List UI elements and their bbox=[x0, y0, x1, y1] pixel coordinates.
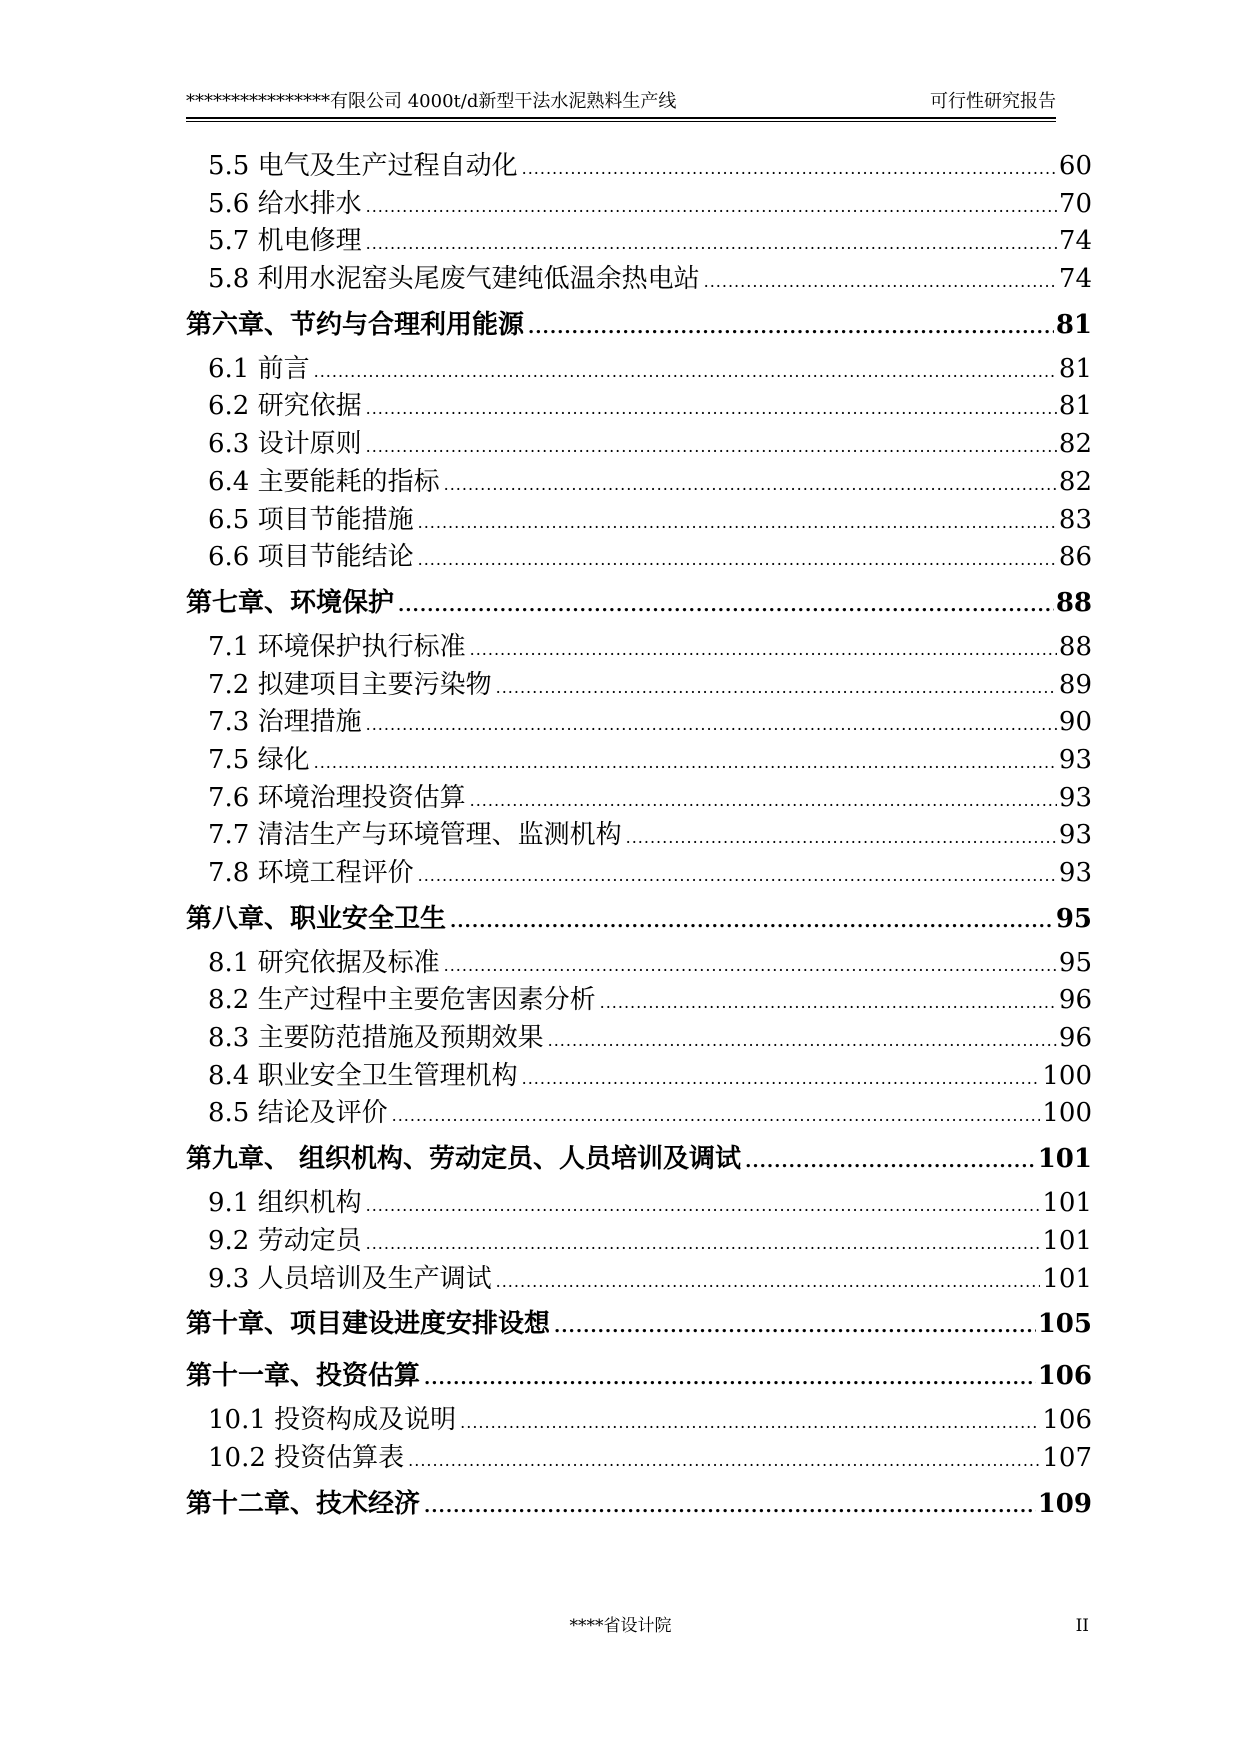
toc-entry[interactable] bbox=[186, 780, 1092, 818]
toc-leader-dots bbox=[522, 1060, 1041, 1096]
toc-entry-title: 7.8 环境工程评价 bbox=[208, 858, 414, 888]
toc-entry-page: 82 bbox=[1058, 466, 1092, 497]
toc-entry-page: 60 bbox=[1058, 151, 1092, 181]
toc-chapter-page: 106 bbox=[1037, 1361, 1092, 1392]
toc-entry[interactable] bbox=[186, 817, 1092, 855]
toc-leader-dots bbox=[392, 1097, 1041, 1133]
toc-entry-page: 93 bbox=[1058, 820, 1092, 851]
toc-chapter-entry[interactable] bbox=[186, 1350, 1092, 1402]
toc-leader-dots bbox=[408, 1442, 1040, 1478]
toc-leader-dots bbox=[314, 744, 1057, 780]
toc-leader-dots bbox=[470, 782, 1057, 818]
toc-chapter-entry[interactable] bbox=[186, 1298, 1092, 1350]
toc-leader-dots bbox=[704, 263, 1057, 299]
toc-entry-page: 74 bbox=[1058, 226, 1092, 257]
toc-entry[interactable] bbox=[186, 539, 1092, 577]
toc-entry[interactable] bbox=[186, 223, 1092, 261]
toc-leader-dots bbox=[496, 669, 1057, 705]
toc-entry-page: 101 bbox=[1042, 1225, 1092, 1256]
toc-leader-dots bbox=[444, 466, 1057, 502]
toc-chapter-entry[interactable] bbox=[186, 1478, 1092, 1530]
toc-leader-dots bbox=[366, 390, 1057, 426]
toc-entry-title: 8.3 主要防范措施及预期效果 bbox=[208, 1023, 544, 1054]
toc-leader-dots bbox=[366, 1187, 1041, 1223]
toc-entry[interactable] bbox=[186, 1058, 1092, 1096]
toc-entry[interactable] bbox=[186, 704, 1092, 742]
header-rule bbox=[186, 117, 1056, 119]
toc-entry[interactable] bbox=[186, 1402, 1092, 1440]
toc-entry[interactable] bbox=[186, 742, 1092, 780]
toc-leader-dots bbox=[522, 150, 1057, 186]
footer-page-number: II bbox=[1075, 1616, 1089, 1636]
toc-entry-title: 6.1 前言 bbox=[208, 353, 310, 384]
toc-entry-page: 88 bbox=[1058, 631, 1092, 662]
toc-chapter-title: 第十一章、投资估算 bbox=[186, 1361, 421, 1392]
toc-entry[interactable] bbox=[186, 426, 1092, 464]
toc-entry[interactable] bbox=[186, 1020, 1092, 1058]
toc-entry-page: 81 bbox=[1058, 391, 1092, 422]
toc-entry-page: 83 bbox=[1058, 504, 1092, 535]
toc-entry-title: 7.5 绿化 bbox=[208, 744, 310, 775]
toc-leader-dots bbox=[314, 353, 1057, 389]
toc-entry-page: 82 bbox=[1058, 429, 1092, 460]
toc-chapter-title: 第八章、职业安全卫生 bbox=[186, 903, 447, 934]
toc-entry-page: 93 bbox=[1058, 782, 1092, 813]
toc-leader-dots bbox=[366, 188, 1057, 224]
toc-leader-dots bbox=[424, 1481, 1036, 1530]
toc-entry-page: 89 bbox=[1058, 669, 1092, 700]
toc-entry-page: 100 bbox=[1042, 1060, 1092, 1091]
toc-leader-dots bbox=[366, 225, 1057, 261]
toc-entry-page: 95 bbox=[1058, 947, 1092, 978]
toc-chapter-entry[interactable] bbox=[186, 1133, 1092, 1185]
toc-leader-dots bbox=[366, 706, 1057, 742]
toc-chapter-entry[interactable] bbox=[186, 893, 1092, 945]
toc-chapter-page: 95 bbox=[1055, 903, 1092, 934]
toc-entry[interactable] bbox=[186, 1440, 1092, 1478]
header-report-type: 可行性研究报告 bbox=[930, 91, 1056, 112]
toc-entry-title: 8.5 结论及评价 bbox=[208, 1098, 388, 1129]
table-of-contents bbox=[186, 148, 1092, 1530]
toc-entry[interactable] bbox=[186, 186, 1092, 224]
toc-leader-dots bbox=[626, 819, 1057, 855]
footer-institute: ****省设计院 bbox=[569, 1616, 672, 1636]
toc-entry-title: 5.8 利用水泥窑头尾废气建纯低温余热电站 bbox=[208, 264, 700, 295]
toc-entry[interactable] bbox=[186, 502, 1092, 540]
toc-entry-title: 6.5 项目节能措施 bbox=[208, 504, 414, 535]
toc-leader-dots bbox=[496, 1263, 1041, 1299]
toc-chapter-page: 109 bbox=[1037, 1488, 1092, 1519]
toc-entry-page: 74 bbox=[1058, 264, 1092, 295]
toc-chapter-entry[interactable] bbox=[186, 577, 1092, 629]
toc-entry[interactable] bbox=[186, 945, 1092, 983]
toc-chapter-title: 第十二章、技术经济 bbox=[186, 1488, 421, 1519]
toc-chapter-page: 101 bbox=[1037, 1144, 1092, 1175]
toc-entry[interactable] bbox=[186, 1261, 1092, 1299]
toc-entry-title: 7.6 环境治理投资估算 bbox=[208, 782, 466, 813]
toc-entry-page: 101 bbox=[1042, 1263, 1092, 1294]
toc-entry-title: 7.1 环境保护执行标准 bbox=[208, 631, 466, 662]
toc-entry-title: 6.3 设计原则 bbox=[208, 429, 362, 460]
toc-entry-title: 9.1 组织机构 bbox=[208, 1188, 362, 1219]
toc-entry-title: 5.7 机电修理 bbox=[208, 226, 362, 257]
toc-entry[interactable] bbox=[186, 1185, 1092, 1223]
toc-leader-dots bbox=[418, 857, 1057, 893]
toc-chapter-title: 第九章、 组织机构、劳动定员、人员培训及调试 bbox=[186, 1144, 742, 1175]
toc-entry-page: 93 bbox=[1058, 744, 1092, 775]
toc-entry-page: 100 bbox=[1042, 1098, 1092, 1129]
toc-chapter-page: 105 bbox=[1037, 1309, 1092, 1340]
toc-entry-page: 81 bbox=[1058, 353, 1092, 384]
toc-leader-dots bbox=[554, 1301, 1036, 1350]
toc-leader-dots bbox=[548, 1022, 1057, 1058]
toc-entry[interactable] bbox=[186, 1223, 1092, 1261]
toc-entry-title: 8.2 生产过程中主要危害因素分析 bbox=[208, 985, 596, 1016]
toc-leader-dots bbox=[600, 984, 1057, 1020]
toc-entry-page: 90 bbox=[1058, 707, 1092, 738]
toc-entry-page: 106 bbox=[1042, 1405, 1092, 1436]
toc-entry-title: 10.2 投资估算表 bbox=[208, 1442, 405, 1473]
toc-leader-dots bbox=[418, 504, 1057, 540]
header-rule-thin bbox=[186, 121, 1056, 122]
toc-leader-dots bbox=[745, 1136, 1036, 1185]
toc-entry-title: 9.2 劳动定员 bbox=[208, 1225, 362, 1256]
toc-entry-title: 9.3 人员培训及生产调试 bbox=[208, 1263, 492, 1294]
toc-entry-title: 7.7 清洁生产与环境管理、监测机构 bbox=[208, 820, 622, 851]
toc-entry-title: 6.4 主要能耗的指标 bbox=[208, 466, 440, 497]
toc-entry-page: 96 bbox=[1058, 985, 1092, 1016]
toc-entry[interactable] bbox=[186, 855, 1092, 893]
toc-entry-page: 70 bbox=[1058, 188, 1092, 219]
toc-entry-title: 5.6 给水排水 bbox=[208, 188, 362, 219]
toc-entry[interactable] bbox=[186, 464, 1092, 502]
toc-entry[interactable] bbox=[186, 351, 1092, 389]
toc-chapter-page: 81 bbox=[1055, 309, 1092, 340]
toc-chapter-title: 第十章、项目建设进度安排设想 bbox=[186, 1309, 551, 1340]
toc-entry[interactable] bbox=[186, 982, 1092, 1020]
toc-leader-dots bbox=[366, 1225, 1041, 1261]
toc-entry[interactable] bbox=[186, 1095, 1092, 1133]
toc-entry-page: 96 bbox=[1058, 1023, 1092, 1054]
toc-entry[interactable] bbox=[186, 388, 1092, 426]
toc-entry[interactable] bbox=[186, 261, 1092, 299]
toc-entry-title: 6.6 项目节能结论 bbox=[208, 542, 414, 573]
toc-entry-title: 7.2 拟建项目主要污染物 bbox=[208, 669, 492, 700]
toc-entry[interactable] bbox=[186, 667, 1092, 705]
page-header bbox=[186, 88, 1056, 116]
toc-entry-page: 101 bbox=[1042, 1188, 1092, 1219]
toc-entry-page: 93 bbox=[1058, 858, 1092, 888]
toc-leader-dots bbox=[470, 631, 1057, 667]
toc-entry-page: 86 bbox=[1058, 542, 1092, 573]
toc-entry-title: 7.3 治理措施 bbox=[208, 707, 362, 738]
toc-chapter-title: 第六章、节约与合理利用能源 bbox=[186, 309, 525, 340]
toc-leader-dots bbox=[450, 896, 1054, 945]
toc-leader-dots bbox=[398, 580, 1054, 629]
toc-entry-title: 8.1 研究依据及标准 bbox=[208, 947, 440, 978]
toc-leader-dots bbox=[444, 947, 1057, 983]
toc-chapter-entry[interactable] bbox=[186, 299, 1092, 351]
toc-leader-dots bbox=[418, 541, 1057, 577]
toc-chapter-title: 第七章、环境保护 bbox=[186, 587, 395, 618]
toc-entry-title: 8.4 职业安全卫生管理机构 bbox=[208, 1060, 518, 1091]
toc-leader-dots bbox=[424, 1353, 1036, 1402]
toc-entry-title: 6.2 研究依据 bbox=[208, 391, 362, 422]
toc-entry[interactable] bbox=[186, 148, 1092, 186]
toc-entry[interactable] bbox=[186, 629, 1092, 667]
toc-leader-dots bbox=[528, 302, 1054, 351]
toc-entry-title: 5.5 电气及生产过程自动化 bbox=[208, 151, 518, 181]
toc-leader-dots bbox=[460, 1404, 1040, 1440]
toc-leader-dots bbox=[366, 428, 1057, 464]
toc-entry-title: 10.1 投资构成及说明 bbox=[208, 1405, 457, 1436]
toc-entry-page: 107 bbox=[1042, 1442, 1092, 1473]
header-project-title: ****************有限公司 4000t/d新型干法水泥熟料生产线 bbox=[186, 91, 677, 112]
toc-chapter-page: 88 bbox=[1055, 587, 1092, 618]
